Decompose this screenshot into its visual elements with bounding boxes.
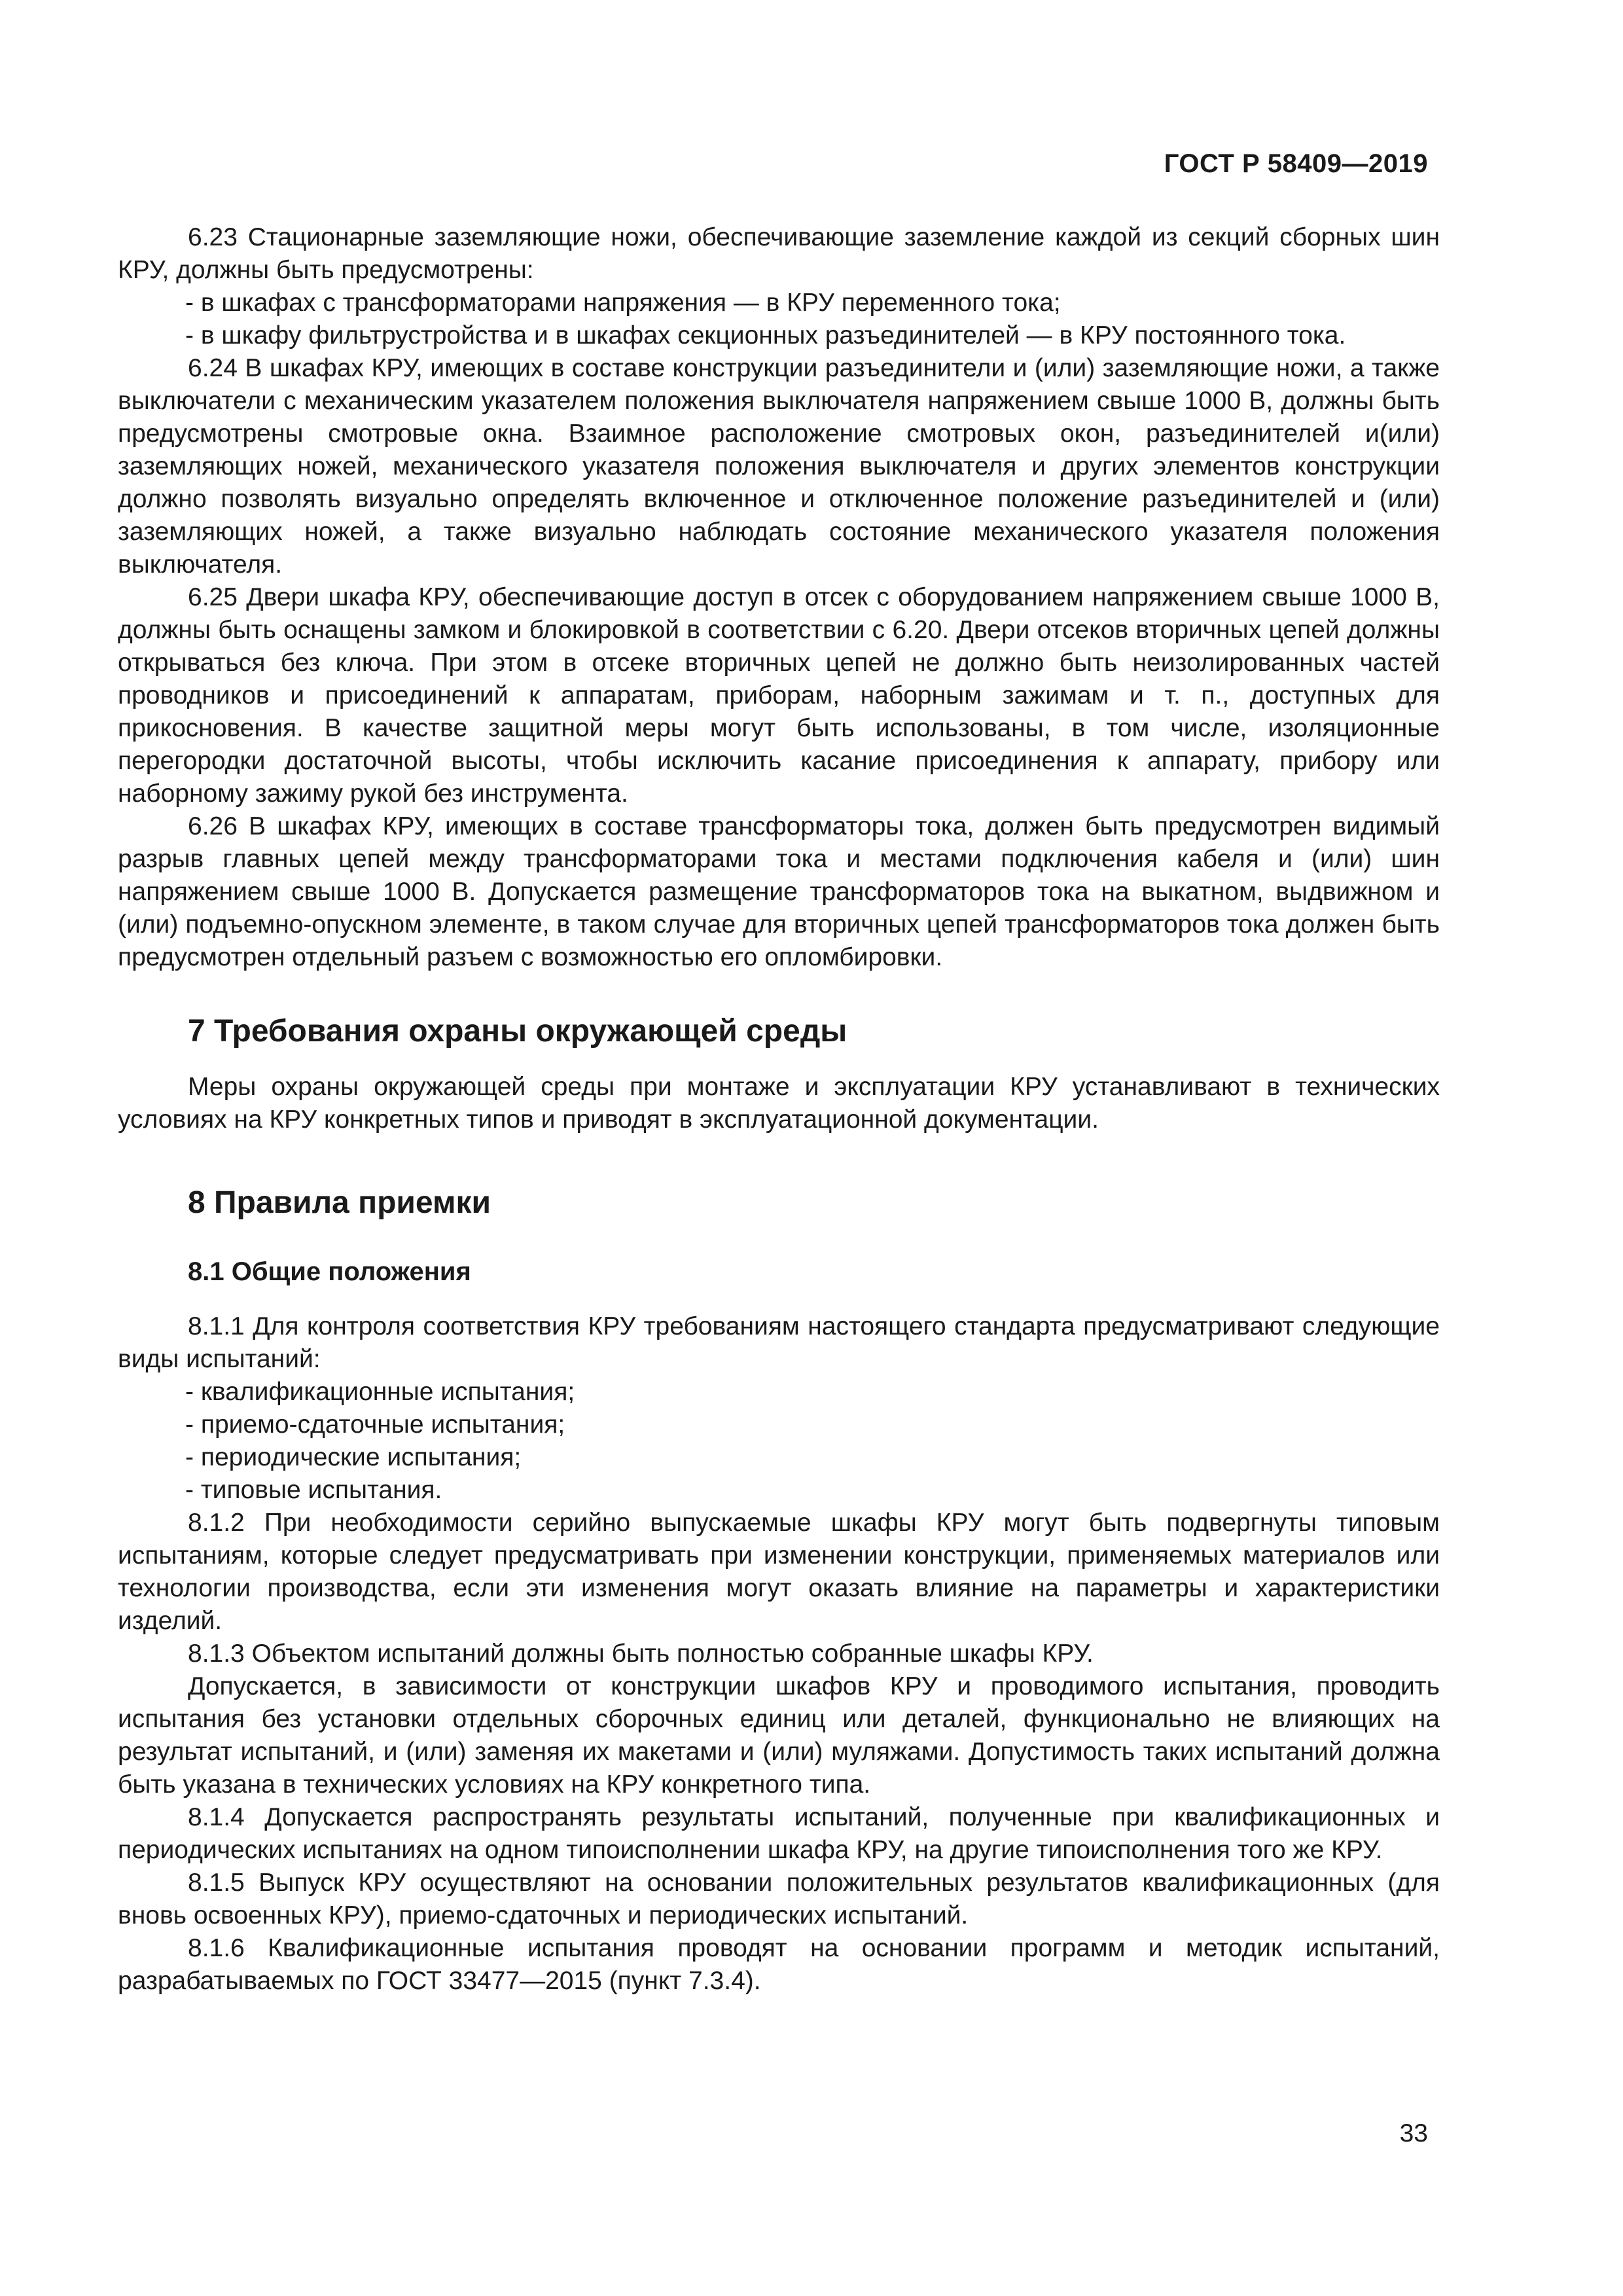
list-item: - в шкафу фильтрустройства и в шкафах секционных разъединителей — в КРУ постоянного тока. <box>185 321 1346 350</box>
paragraph-8-1-6: 8.1.6 Квалификационные испытания проводят на основании программ и методик испытаний, разрабатываемых по ГОСТ 33477—2015 (пункт 7.3.4). <box>118 1934 1440 1995</box>
paragraph-6-24: 6.24 В шкафах КРУ, имеющих в составе конструкции разъединители и (или) заземляющие ножи, а также выключатели с механическим указателем положения выключателя напряжением свыше 1000 В, должны быть предусмотрены смотровые окна. Взаимное расположение смотровых окон, разъединителей и(или) заземляющих ножей, механического указателя положения выключателя и других элементов конструкции должно позволять визуально определять включенное и отключенное положение разъединителей и (или) заземляющих ножей, а также визуально наблюдать состояние механического указателя положения выключателя. <box>118 354 1440 579</box>
section-7-body: Меры охраны окружающей среды при монтаже и эксплуатации КРУ устанавливают в технических условиях на КРУ конкретных типов и приводят в эксплуатационной документации. <box>118 1073 1440 1134</box>
section-8-heading: 8 Правила приемки <box>188 1185 491 1220</box>
list-item: - типовые испытания. <box>185 1476 442 1504</box>
paragraph-6-23: 6.23 Стационарные заземляющие ножи, обеспечивающие заземление каждой из секций сборных шин КРУ, должны быть предусмотрены: <box>118 223 1440 284</box>
document-body <box>118 221 1440 1998</box>
paragraph-8-1-4: 8.1.4 Допускается распространять результаты испытаний, полученные при квалификационных и периодических испытаниях на одном типоисполнении шкафа КРУ, на другие типоисполнения того же КРУ. <box>118 1803 1440 1864</box>
list-item: - приемо-сдаточные испытания; <box>185 1410 565 1439</box>
list-item: - квалификационные испытания; <box>185 1378 575 1406</box>
page-number: 33 <box>1399 2119 1428 2147</box>
list-item: - в шкафах с трансформаторами напряжения — в КРУ переменного тока; <box>185 289 1061 317</box>
list-item: - периодические испытания; <box>185 1443 522 1471</box>
section-7-heading: 7 Требования охраны окружающей среды <box>188 1014 847 1049</box>
paragraph-8-1-2: 8.1.2 При необходимости серийно выпускаемые шкафы КРУ могут быть подвергнуты типовым испытаниям, которые следует предусматривать при изменении конструкции, применяемых материалов или технологии производства, если эти изменения могут оказать влияние на параметры и характеристики изделий. <box>118 1509 1440 1635</box>
standard-code-header: ГОСТ Р 58409—2019 <box>1164 149 1428 178</box>
paragraph-8-1-3-continued: Допускается, в зависимости от конструкции шкафов КРУ и проводимого испытания, проводить испытания без установки отдельных сборочных единиц или деталей, функционально не влияющих на результат испытаний, и (или) заменяя их макетами и (или) муляжами. Допустимость таких испытаний должна быть указана в технических условиях на КРУ конкретного типа. <box>118 1672 1440 1799</box>
subsection-8-1-heading: 8.1 Общие положения <box>188 1257 471 1286</box>
paragraph-6-26: 6.26 В шкафах КРУ, имеющих в составе трансформаторы тока, должен быть предусмотрен видимый разрыв главных цепей между трансформаторами тока и местами подключения кабеля и (или) шин напряжением свыше 1000 В. Допускается размещение трансформаторов тока на выкатном, выдвижном и (или) подъемно-опускном элементе, в таком случае для вторичных цепей трансформаторов тока должен быть предусмотрен отдельный разъем с возможностью его опломбировки. <box>118 812 1440 971</box>
paragraph-8-1-1: 8.1.1 Для контроля соответствия КРУ требованиям настоящего стандарта предусматривают следующие виды испытаний: <box>118 1312 1440 1373</box>
paragraph-8-1-3: 8.1.3 Объектом испытаний должны быть полностью собранные шкафы КРУ. <box>188 1640 1094 1668</box>
paragraph-8-1-5: 8.1.5 Выпуск КРУ осуществляют на основании положительных результатов квалификационных (для вновь освоенных КРУ), приемо-сдаточных и периодических испытаний. <box>118 1869 1440 1929</box>
paragraph-6-25: 6.25 Двери шкафа КРУ, обеспечивающие доступ в отсек с оборудованием напряжением свыше 1000 В, должны быть оснащены замком и блокировкой в соответствии с 6.20. Двери отсеков вторичных цепей должны открываться без ключа. При этом в отсеке вторичных цепей не должно быть неизолированных частей проводников и присоединений к аппаратам, приборам, наборным зажимам и т. п., доступных для прикосновения. В качестве защитной меры могут быть использованы, в том числе, изоляционные перегородки достаточной высоты, чтобы исключить касание присоединения к аппарату, прибору или наборному зажиму рукой без инструмента. <box>118 583 1440 808</box>
